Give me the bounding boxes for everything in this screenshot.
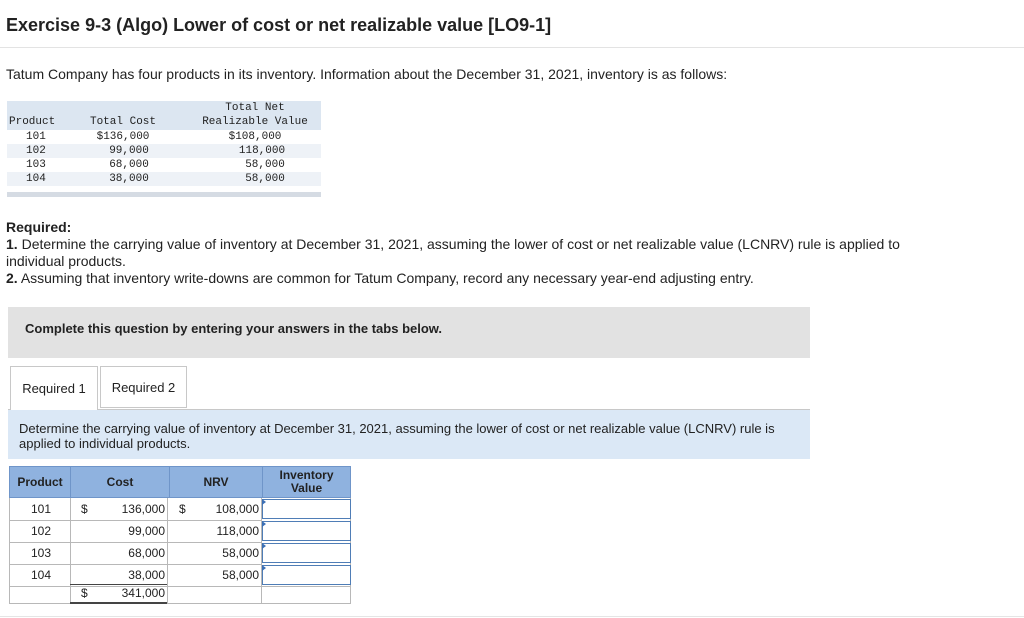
input-marker-icon <box>262 543 266 549</box>
tab-required-2[interactable]: Required 2 <box>100 366 187 408</box>
grid-header-inventory-value <box>262 466 351 498</box>
banner-text: Complete this question by entering your answers in the tabs below. <box>25 321 443 336</box>
answer-grid <box>9 466 351 604</box>
inventory-data-table <box>7 101 321 197</box>
cell-cost: 38,000 <box>109 173 149 185</box>
tab-instruction-panel <box>8 409 810 459</box>
col-header-nrv-line1: Total Net <box>225 102 285 114</box>
grid-header-nrv: NRV <box>169 466 263 498</box>
col-header-product: Product <box>9 116 56 128</box>
cell-currency: $ <box>81 502 88 516</box>
table-row <box>7 130 321 144</box>
page-title: Exercise 9-3 (Algo) Lower of cost or net realizable value [LO9-1] <box>6 15 552 35</box>
table-row <box>7 172 321 186</box>
cell-nrv: 58,000 <box>222 568 259 582</box>
inventory-value-input[interactable] <box>262 543 351 563</box>
input-marker-icon <box>262 499 266 505</box>
cell-product: 101 <box>31 502 52 516</box>
total-double-rule <box>70 602 167 604</box>
cell-cost: 99,000 <box>128 524 165 538</box>
cell-product: 101 <box>26 131 46 143</box>
grid-header-product: Product <box>9 466 71 498</box>
cell-nrv: $108,000 <box>228 131 282 143</box>
required-list <box>6 236 906 287</box>
inventory-value-input[interactable] <box>262 499 351 519</box>
item-text: Determine the carrying value of inventory at December 31, 2021, assuming the lower of cost or net realizable value (LCNRV) rule is applied to individual products. <box>6 236 900 269</box>
item-number: 1. <box>6 236 18 252</box>
table-row <box>7 144 321 158</box>
item-text: Assuming that inventory write-downs are common for Tatum Company, record any necessary year-end adjusting entry. <box>20 270 754 286</box>
tab-required-1[interactable]: Required 1 <box>10 366 98 410</box>
title-divider <box>0 47 1024 48</box>
required-item-2 <box>6 270 906 287</box>
total-cost: 341,000 <box>121 586 165 600</box>
grid-line <box>9 603 351 604</box>
input-marker-icon <box>262 521 266 527</box>
cell-cost: 68,000 <box>109 159 149 171</box>
table-row <box>7 158 321 172</box>
grid-row-103 <box>9 542 351 564</box>
cell-product: 102 <box>26 145 46 157</box>
cell-cost: 68,000 <box>128 546 165 560</box>
cell-cost: $136,000 <box>96 131 150 143</box>
cell-nrv: 118,000 <box>238 145 286 157</box>
cell-product: 104 <box>31 568 52 582</box>
header-line: Inventory <box>279 468 334 482</box>
required-item-1 <box>6 236 906 270</box>
cell-product: 104 <box>26 173 46 185</box>
cell-nrv: 58,000 <box>222 546 259 560</box>
total-rule <box>70 584 167 585</box>
inventory-value-input[interactable] <box>262 521 351 541</box>
cell-cost: 38,000 <box>128 568 165 582</box>
intro-text: Tatum Company has four products in its inventory. Information about the December 31, 2021, inventory is as follows: <box>6 66 728 82</box>
cell-product: 102 <box>31 524 52 538</box>
cell-cost: 136,000 <box>121 502 165 516</box>
grid-row-101 <box>9 498 351 520</box>
bottom-divider <box>0 616 1024 617</box>
cell-nrv: 108,000 <box>215 502 259 516</box>
instruction-text: Determine the carrying value of inventory at December 31, 2021, assuming the lower of cost or net realizable value (LCNRV) rule is applied to individual products. <box>19 421 775 451</box>
grid-header-cost: Cost <box>70 466 170 498</box>
col-header-total-cost: Total Cost <box>89 116 156 128</box>
cell-currency: $ <box>179 502 186 516</box>
cell-product: 103 <box>31 546 52 560</box>
cell-product: 103 <box>26 159 46 171</box>
cell-nrv: 58,000 <box>245 173 285 185</box>
grid-row-total <box>9 583 351 603</box>
required-heading: Required: <box>6 219 72 235</box>
cell-nrv: 58,000 <box>245 159 285 171</box>
input-marker-icon <box>262 565 266 571</box>
cell-currency: $ <box>81 586 88 600</box>
table-footer-bar <box>7 192 321 197</box>
grid-row-102 <box>9 520 351 542</box>
cell-cost: 99,000 <box>109 145 149 157</box>
inventory-value-input[interactable] <box>262 565 351 585</box>
header-line: Value <box>290 481 323 495</box>
col-header-nrv-line2: Realizable Value <box>202 116 308 128</box>
item-number: 2. <box>6 270 18 286</box>
instructions-banner <box>8 307 810 358</box>
cell-nrv: 118,000 <box>216 524 259 538</box>
